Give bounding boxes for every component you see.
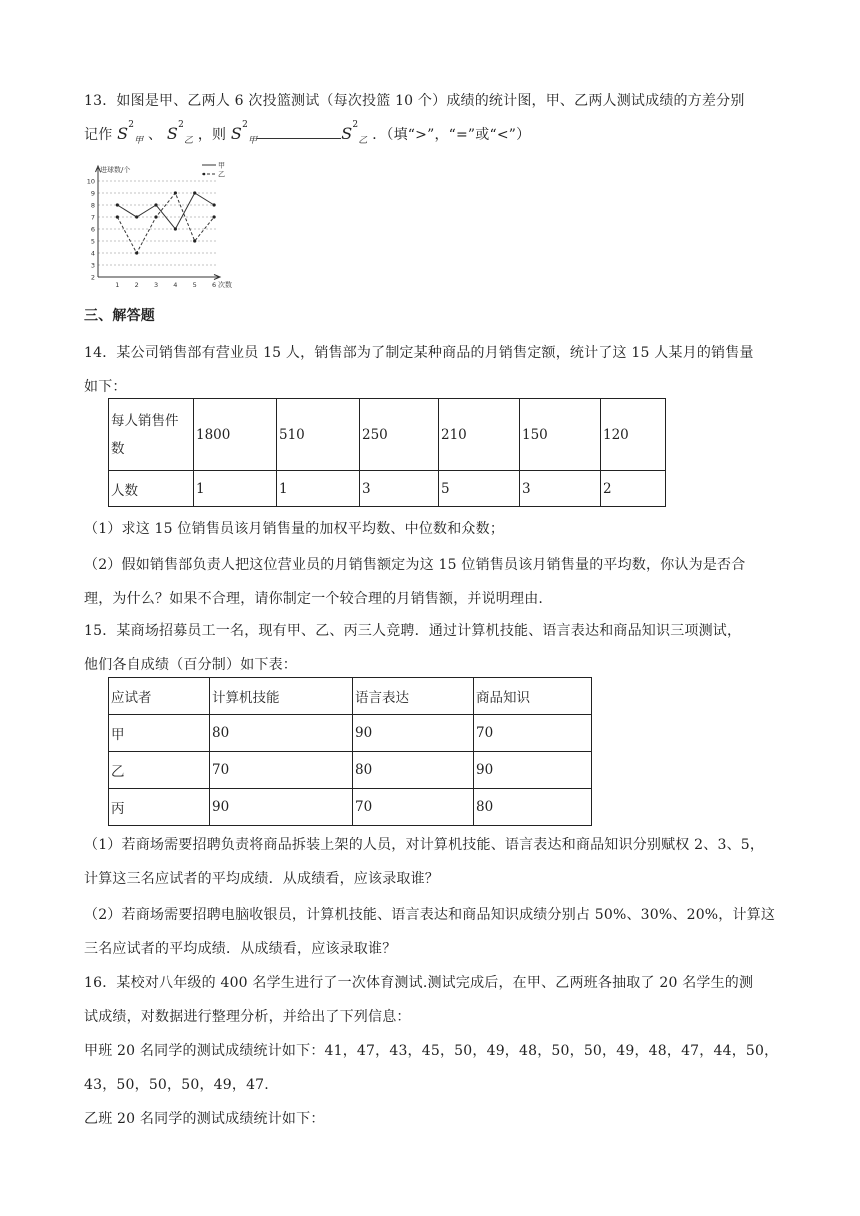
y-tick-label: 8	[90, 201, 95, 210]
q13-suffix: ．（填“>”，“=”或“<”）	[372, 127, 531, 143]
q15-line1: 15．某商场招募员工一名，现有甲、乙、丙三人竞聘．通过计算机技能、语言表达和商品知识三项测试，	[84, 623, 742, 639]
data-point	[212, 203, 215, 206]
data-point	[174, 191, 177, 194]
table-row	[109, 399, 666, 471]
y-tick-label: 10	[86, 177, 95, 186]
q14-line2: 如下：	[84, 379, 127, 395]
q14-part1: （1）求这 15 位销售员该月销售量的加权平均数、中位数和众数；	[84, 521, 505, 537]
q16-line3: 甲班 20 名同学的测试成绩统计如下：41，47，43，45，50，49，48，50，50，49，48，47，44，50，	[84, 1043, 779, 1059]
table-cell: 70	[210, 752, 353, 789]
legend-marker	[203, 173, 206, 176]
q13-sep2: ，则	[197, 127, 227, 143]
y-tick-label: 3	[90, 261, 95, 270]
table-cell: 70	[474, 715, 592, 752]
table-cell: 3	[520, 471, 601, 507]
data-point	[193, 191, 196, 194]
score-line-chart	[84, 160, 244, 296]
table-cell: 150	[520, 399, 601, 471]
series-line-乙	[117, 193, 214, 253]
table-cell: 250	[360, 399, 439, 471]
variance-b: $S^2_乙$	[166, 119, 194, 147]
data-point	[116, 215, 119, 218]
table-header-cell: 每人销售件 数	[109, 399, 194, 471]
variance-a: $S^2_甲$	[117, 119, 144, 147]
x-tick-label: 1	[115, 281, 120, 289]
data-point	[174, 227, 177, 230]
table-cell: 90	[353, 715, 474, 752]
table-cell: 甲	[109, 715, 210, 752]
q15-part1a: （1）若商场需要招聘负责将商品拆装上架的人员，对计算机技能、语言表达和商品知识分别赋权 2、3、5，	[84, 837, 765, 853]
q15-part1b: 计算这三名应试者的平均成绩．从成绩看，应该录取谁？	[84, 871, 439, 887]
y-tick-label: 4	[90, 249, 95, 258]
data-point	[116, 203, 119, 206]
table-cell: 1800	[194, 399, 277, 471]
series-line-甲	[117, 193, 214, 229]
x-tick-label: 3	[153, 281, 159, 289]
y-tick-label: 6	[90, 225, 95, 234]
candidates-table	[108, 677, 592, 826]
q13-line2	[84, 119, 531, 147]
q13-line1: 13．如图是甲、乙两人 6 次投篮测试（每次投篮 10 个）成绩的统计图，甲、乙两人测试成绩的方差分别	[84, 93, 745, 109]
q14-line1: 14．某公司销售部有营业员 15 人，销售部为了制定某种商品的月销售定额，统计了这 15 人某月的销售量	[84, 345, 754, 361]
q14-part2b: 理，为什么？如果不合理，请你制定一个较合理的月销售额，并说明理由.	[84, 591, 544, 607]
table-cell: 2	[601, 471, 666, 507]
table-cell: 80	[210, 715, 353, 752]
table-header-cell: 语言表达	[353, 678, 474, 715]
table-header-cell: 应试者	[109, 678, 210, 715]
table-cell: 丙	[109, 789, 210, 826]
y-tick-label: 7	[90, 213, 95, 222]
table-header-cell: 人数	[109, 471, 194, 507]
table-cell: 90	[474, 752, 592, 789]
x-tick-label: 4	[173, 281, 178, 289]
table-cell: 乙	[109, 752, 210, 789]
x-tick-label: 6	[211, 281, 217, 289]
y-axis-label: 进球数/个	[100, 166, 131, 174]
q13-sep1: 、	[148, 127, 163, 143]
q13-prefix: 记作	[84, 127, 113, 143]
q16-line1: 16．某校对八年级的 400 名学生进行了一次体育测试.测试完成后，在甲、乙两班各抽取了 20 名学生的测	[84, 975, 754, 991]
table-cell: 80	[474, 789, 592, 826]
table-row	[109, 678, 592, 715]
q14-part2a: （2）假如销售部负责人把这位营业员的月销售额定为这 15 位销售员该月销售量的平均数，你认为是否合	[84, 557, 746, 573]
table-row	[109, 789, 592, 826]
q16-line2: 试成绩，对数据进行整理分析，并给出了下列信息：	[84, 1009, 411, 1025]
legend-label: 乙	[218, 170, 225, 179]
data-point	[135, 251, 138, 254]
table-cell: 5	[439, 471, 520, 507]
y-tick-label: 5	[90, 237, 95, 246]
table-cell: 1	[277, 471, 360, 507]
data-point	[212, 215, 215, 218]
x-axis-label: 次数	[218, 281, 232, 289]
answer-blank[interactable]	[257, 124, 341, 139]
x-tick-label: 2	[134, 281, 139, 289]
q16-line5: 乙班 20 名同学的测试成绩统计如下：	[84, 1111, 325, 1127]
q16-line4: 43，50，50，50，49，47.	[84, 1077, 269, 1093]
data-point	[135, 215, 138, 218]
table-cell: 70	[353, 789, 474, 826]
q15-line2: 他们各自成绩（百分制）如下表：	[84, 657, 297, 673]
y-tick-label: 2	[90, 273, 95, 282]
q15-part2a: （2）若商场需要招聘电脑收银员，计算机技能、语言表达和商品知识成绩分别占 50%、30%、20%，计算这	[84, 907, 776, 923]
legend-label: 甲	[218, 161, 225, 170]
x-tick-label: 5	[192, 281, 197, 289]
table-cell: 3	[360, 471, 439, 507]
data-point	[154, 203, 157, 206]
section-title: 三、解答题	[84, 308, 155, 324]
data-point	[154, 215, 157, 218]
table-cell: 210	[439, 399, 520, 471]
y-tick-label: 9	[90, 189, 95, 198]
table-header-cell: 商品知识	[474, 678, 592, 715]
table-cell: 510	[277, 399, 360, 471]
q15-part2b: 三名应试者的平均成绩．从成绩看，应该录取谁？	[84, 941, 397, 957]
table-cell: 80	[353, 752, 474, 789]
table-row	[109, 471, 666, 507]
table-cell: 120	[601, 399, 666, 471]
sales-table	[108, 398, 666, 507]
table-cell: 1	[194, 471, 277, 507]
table-header-cell: 计算机技能	[210, 678, 353, 715]
variance-a-2: $S^2_甲$	[230, 119, 258, 147]
variance-b-2: $S^2_乙$	[341, 119, 368, 147]
table-row	[109, 715, 592, 752]
table-cell: 90	[210, 789, 353, 826]
data-point	[193, 239, 196, 242]
table-row	[109, 752, 592, 789]
